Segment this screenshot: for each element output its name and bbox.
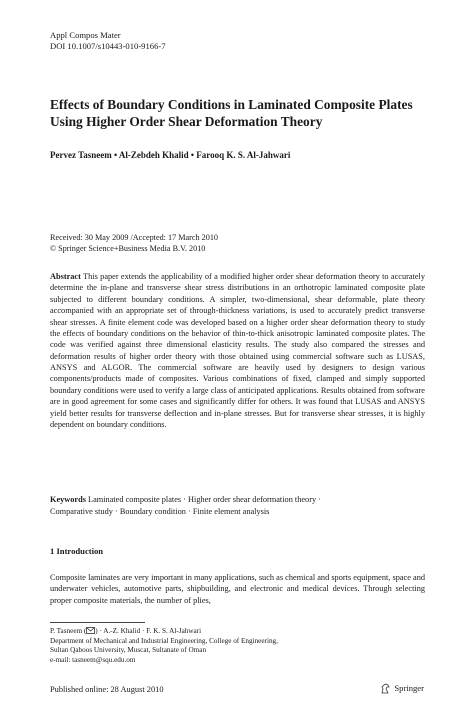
abstract-label: Abstract xyxy=(50,272,81,281)
doi[interactable]: DOI 10.1007/s10443-010-9166-7 xyxy=(50,41,166,51)
keywords-line-1: Laminated composite plates · Higher order shear deformation theory · xyxy=(88,495,321,504)
footnote-divider xyxy=(50,622,145,623)
department: Department of Mechanical and Industrial Engineering, College of Engineering, xyxy=(50,636,278,645)
co-authors: ) · A.-Z. Khalid · F. K. S. Al-Jahwari xyxy=(95,627,202,635)
university: Sultan Qaboos University, Muscat, Sultanate of Oman xyxy=(50,646,207,655)
keywords-label: Keywords xyxy=(50,495,86,504)
journal-header xyxy=(50,30,166,52)
copyright-line xyxy=(50,243,218,254)
copyright-text: Springer Science+Business Media B.V. 2010 xyxy=(58,244,206,253)
author-list: Pervez Tasneem • Al-Zebdeh Khalid • Farooq K. S. Al-Jahwari xyxy=(50,150,291,160)
publisher-logo xyxy=(380,683,424,694)
published-date: Published online: 28 August 2010 xyxy=(50,685,164,694)
journal-name: Appl Compos Mater xyxy=(50,30,121,40)
received-accepted-dates: Received: 30 May 2009 /Accepted: 17 March 2010 xyxy=(50,233,219,242)
publisher-name: Springer xyxy=(394,683,424,693)
corresponding-author-name: P. Tasneem ( xyxy=(50,627,87,635)
section-heading: 1 Introduction xyxy=(50,546,104,556)
springer-horse-icon xyxy=(380,683,391,694)
article-dates xyxy=(50,232,218,254)
author-email[interactable]: e-mail: tasneem@squ.edu.om xyxy=(50,655,136,664)
envelope-icon[interactable] xyxy=(86,627,95,635)
abstract xyxy=(50,271,425,430)
article-title: Effects of Boundary Conditions in Laminated Composite Plates Using Higher Order Shear Deformation Theory xyxy=(50,97,413,129)
author-affiliation xyxy=(50,627,278,665)
keywords-line-2: Comparative study · Boundary condition · Finite element analysis xyxy=(50,506,270,516)
keywords xyxy=(50,494,425,517)
abstract-text: This paper extends the applicability of a modified higher order shear deformation theory to accurately determine the in-plane and transverse shear stress distributions in an orthotropic laminated composite plate subjected to different boundary conditions. A simpler, two-dimensional, shear deformable, plate theory accompanied with an appropriate set of through-thickness variations, is used to accurately predict transverse shear stresses. A finite element code was developed based on a higher order shear deformation theory to study the effects of boundary conditions on the behavior of thin-to-thick anisotropic laminated composite plates. The code was verified against three dimensional elasticity results. The study also compared the stresses and deformation results of higher order theory with those obtained using commercial software such as LUSAS, ANSYS and ALGOR. The commercial software are heavily used by designers to design various components/products made of composites. Various combinations of fixed, clamped and simply supported boundary conditions were used to verify a large class of anticipated applications. Results obtained from software are in good agreement for some cases and significantly differ for others. It was found that LUSAS and ANSYS yield better results for transverse deflection and in-plane stresses. But for transverse shear stresses, it is highly dependent on boundary conditions. xyxy=(50,272,425,429)
copyright-icon: © xyxy=(50,244,57,253)
corresponding-author-line xyxy=(50,627,278,637)
introduction-text: Composite laminates are very important in many applications, such as chemical and sports equipment, space and underwater vehicles, automotive parts, shipbuilding, and electronic and medical devices. Through selecting proper composite materials, the number of plies, xyxy=(50,573,425,605)
